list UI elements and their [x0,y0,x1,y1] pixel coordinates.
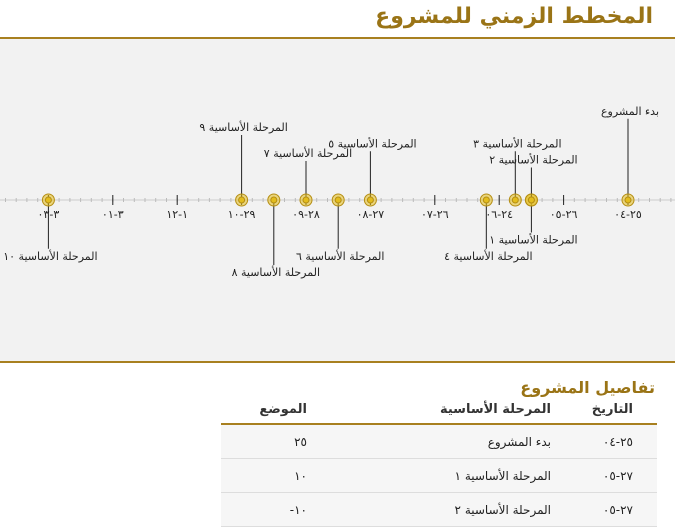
milestone-marker [512,197,518,203]
timeline-chart [0,39,675,361]
milestone-label: المرحلة الأساسية ٨ [231,266,321,279]
cell-position: ٢٥ [221,424,313,459]
column-header-date: التاريخ [557,398,657,424]
milestone-label: المرحلة الأساسية ٥ [328,137,417,151]
milestone-marker [45,197,51,203]
details-table [221,398,657,527]
milestone-marker [528,197,534,203]
timeline-tick-label: ١-١٢ [166,208,189,221]
table-row [221,424,657,459]
cell-milestone: بدء المشروع [313,424,557,459]
milestone-label: المرحلة الأساسية ٦ [295,249,385,263]
column-header-milestone: المرحلة الأساسية [313,398,557,424]
cell-milestone: المرحلة الأساسية ٢ [313,493,557,527]
timeline-tick-label: ٢٤-٠٦ [485,208,514,221]
milestone-marker [367,197,373,203]
timeline-tick-label: ٣-٠١ [101,208,124,221]
cell-milestone: المرحلة الأساسية ١ [313,459,557,493]
timeline-tick-label: ٢٦-٠٥ [549,208,578,221]
page-title: المخطط الزمني للمشروع [375,4,653,29]
timeline-tick-label: ٢٨-٠٩ [292,208,320,221]
milestone-marker [239,197,245,203]
details-header-row [221,398,657,424]
timeline-panel [0,37,675,363]
details-section-title: تفاصيل المشروع [520,378,655,397]
timeline-tick-label: ٢٥-٠٤ [614,208,642,221]
column-header-position: الموضع [221,398,313,424]
milestone-label: المرحلة الأساسية ٧ [263,147,353,160]
cell-position: ١٠ [221,459,313,493]
timeline-tick-label: ٢٧-٠٨ [356,208,385,221]
milestone-label: المرحلة الأساسية ٣ [473,137,562,151]
timeline-tick-label: ٢٩-١٠ [227,208,256,221]
milestone-label: المرحلة الأساسية ١٠ [3,249,98,263]
milestone-marker [483,197,489,203]
table-row [221,459,657,493]
timeline-tick-label: ٢٦-٠٧ [420,208,449,221]
milestone-label: بدء المشروع [600,104,660,118]
cell-date: ٢٧-٠٥ [557,493,657,527]
milestone-marker [335,197,341,203]
milestone-marker [303,197,309,203]
milestone-marker [271,197,277,203]
milestone-label: المرحلة الأساسية ١ [489,233,578,247]
milestone-label: المرحلة الأساسية ٤ [444,249,533,263]
milestone-label: المرحلة الأساسية ٢ [489,153,578,167]
timeline-tick-label: ٣-٠٣ [37,208,60,221]
table-row [221,493,657,527]
milestone-marker [625,197,631,203]
cell-date: ٢٧-٠٥ [557,459,657,493]
milestone-label: المرحلة الأساسية ٩ [199,121,288,134]
cell-position: ١٠- [221,493,313,527]
cell-date: ٢٥-٠٤ [557,424,657,459]
